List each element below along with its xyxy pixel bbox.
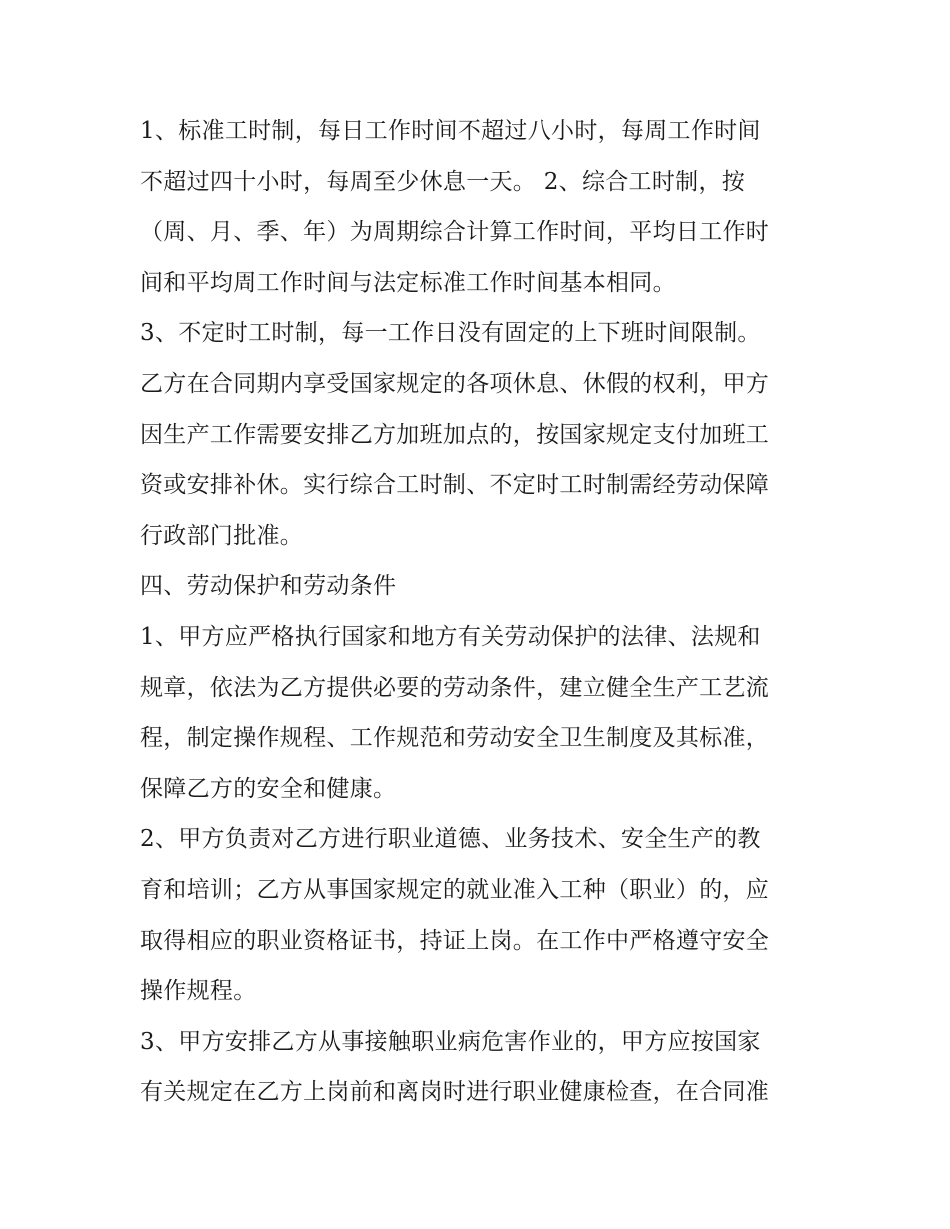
text-line-11: 1、甲方应严格执行国家和地方有关劳动保护的法律、法规和: [140, 623, 761, 650]
text-line-2: 不超过四十小时，每周至少休息一天。 2、综合工时制，按: [140, 168, 746, 195]
text-line-4: 间和平均周工作时间与法定标准工作时间基本相同。: [140, 269, 676, 296]
text-line-19: 3、甲方安排乙方从事接触职业病危害作业的，甲方应按国家: [140, 1028, 761, 1055]
text-line-6: 乙方在合同期内享受国家规定的各项休息、休假的权利，甲方: [140, 370, 770, 397]
text-line-7: 因生产工作需要安排乙方加班加点的，按国家规定支付加班工: [140, 421, 770, 448]
text-line-18: 操作规程。: [140, 978, 257, 1005]
text-line-17: 取得相应的职业资格证书，持证上岗。在工作中严格遵守安全: [140, 927, 770, 954]
document-body: [140, 106, 820, 1118]
text-line-14: 保障乙方的安全和健康。: [140, 775, 397, 802]
text-line-12: 规章，依法为乙方提供必要的劳动条件，建立健全生产工艺流: [140, 674, 770, 701]
text-line-3: （周、月、季、年）为周期综合计算工作时间，平均日工作时: [140, 219, 770, 246]
text-line-16: 育和培训；乙方从事国家规定的就业准入工种（职业）的，应: [140, 876, 770, 903]
text-line-20: 有关规定在乙方上岗前和离岗时进行职业健康检查，在合同准: [140, 1079, 770, 1106]
text-line-15: 2、甲方负责对乙方进行职业道德、业务技术、安全生产的教: [140, 826, 761, 853]
text-line-5: 3、不定时工时制，每一工作日没有固定的上下班时间限制。: [140, 320, 761, 347]
text-line-1: 1、标准工时制，每日工作时间不超过八小时，每周工作时间: [140, 118, 761, 144]
text-line-8: 资或安排补休。实行综合工时制、不定时工时制需经劳动保障: [140, 472, 770, 499]
section-heading: 四、劳动保护和劳动条件: [140, 573, 397, 600]
text-line-9: 行政部门批准。: [140, 522, 304, 549]
text-line-13: 程，制定操作规程、工作规范和劳动安全卫生制度及其标准，: [140, 725, 770, 752]
